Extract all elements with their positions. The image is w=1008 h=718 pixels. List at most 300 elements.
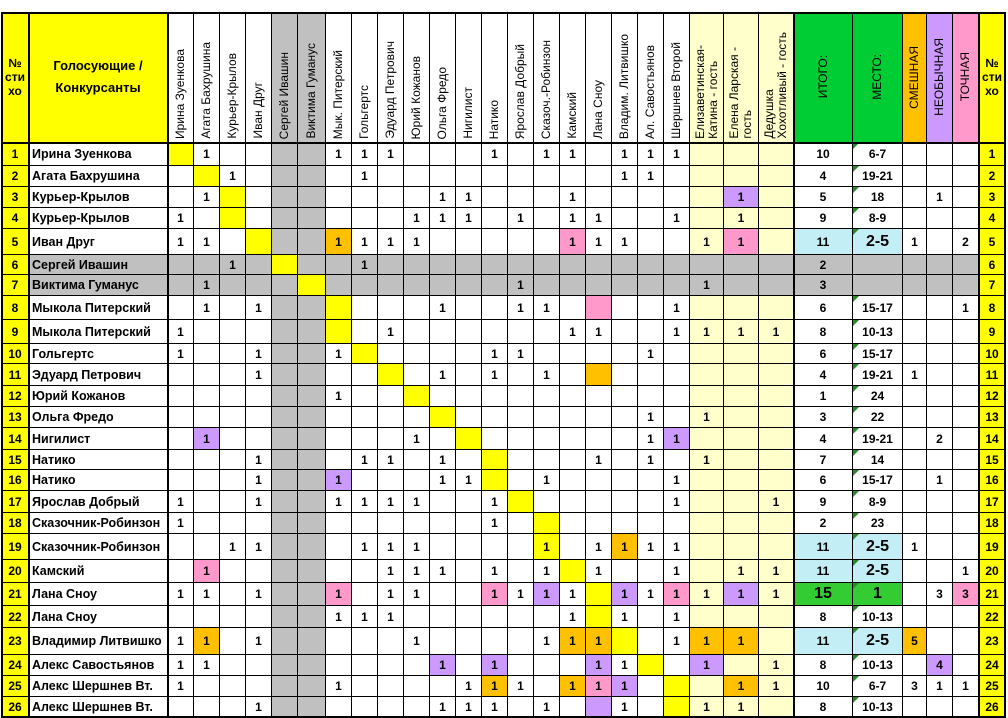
- place-cell: [853, 229, 903, 255]
- contestant-name: [29, 534, 168, 560]
- vote-cell: [194, 386, 220, 407]
- precise-value: 2: [962, 234, 969, 249]
- contestant-name: [29, 296, 168, 320]
- vote-value: 1: [703, 634, 710, 648]
- contestant-name-text: Лана Сноу: [32, 609, 98, 624]
- vote-cell: [326, 655, 352, 676]
- total-cell: [794, 255, 853, 275]
- vote-value: 1: [203, 431, 210, 446]
- vote-cell: [759, 583, 794, 606]
- vote-value: 1: [439, 699, 446, 714]
- comment-marker: [853, 655, 859, 661]
- vote-value: 1: [543, 564, 550, 578]
- funny-value: 1: [911, 367, 918, 382]
- vote-cell: [508, 275, 534, 296]
- contestant-name: [29, 320, 168, 344]
- row-number-right: [979, 187, 1006, 208]
- place-cell: [853, 255, 903, 275]
- vote-cell: [298, 450, 326, 470]
- total-cell: [794, 491, 853, 513]
- row-number: [2, 491, 29, 513]
- vote-value: 1: [177, 658, 184, 672]
- row-number: [2, 296, 29, 320]
- vote-cell: [168, 450, 194, 470]
- row-number-right: [979, 560, 1006, 583]
- vote-cell: [220, 364, 246, 386]
- header-precise-text: ТОЧНАЯ: [958, 52, 972, 102]
- row-number: [2, 428, 29, 450]
- vote-cell: [272, 255, 298, 275]
- vote-cell: [298, 320, 326, 344]
- vote-cell: [724, 628, 759, 655]
- vote-value: 1: [517, 346, 524, 361]
- vote-cell: [534, 534, 560, 560]
- vote-cell: [664, 275, 690, 296]
- vote-value: 1: [621, 609, 628, 624]
- column-divider: [793, 12, 795, 717]
- vote-value: 1: [361, 494, 368, 509]
- vote-cell: [298, 229, 326, 255]
- vote-value: 1: [177, 634, 184, 648]
- vote-cell: [759, 534, 794, 560]
- unusual-cell: [927, 208, 953, 229]
- vote-cell: [298, 208, 326, 229]
- header-total-text: ИТОГО:: [815, 55, 830, 99]
- vote-value: 1: [647, 539, 654, 554]
- vote-value: 1: [255, 300, 262, 315]
- vote-cell: [194, 534, 220, 560]
- vote-cell: [272, 697, 298, 717]
- vote-value: 1: [595, 234, 602, 249]
- precise-cell: [953, 255, 979, 275]
- vote-value: 1: [439, 190, 446, 204]
- row-number: [2, 187, 29, 208]
- vote-value: 1: [737, 679, 745, 693]
- unusual-cell: [927, 229, 953, 255]
- vote-cell: [690, 255, 724, 275]
- vote-cell: [482, 187, 508, 208]
- funny-cell: [903, 296, 927, 320]
- vote-cell: [560, 697, 586, 717]
- vote-value: 1: [595, 324, 602, 339]
- vote-cell: [664, 320, 690, 344]
- place-value: 19-21: [862, 431, 893, 446]
- vote-value: 1: [361, 452, 368, 467]
- voter-header-label: Иван Друг: [251, 82, 265, 139]
- vote-value: 1: [647, 147, 654, 161]
- vote-cell: [168, 187, 194, 208]
- vote-cell: [456, 491, 482, 513]
- voter-header-label: Гольгертс: [357, 85, 371, 139]
- place-cell: [853, 655, 903, 676]
- vote-cell: [168, 513, 194, 534]
- vote-cell: [724, 491, 759, 513]
- vote-cell: [612, 560, 638, 583]
- funny-cell: [903, 344, 927, 364]
- total-cell: [794, 364, 853, 386]
- vote-cell: [220, 655, 246, 676]
- vote-cell: [560, 606, 586, 628]
- place-value: 10-13: [862, 699, 893, 714]
- precise-cell: [953, 606, 979, 628]
- vote-cell: [759, 428, 794, 450]
- vote-cell: [759, 606, 794, 628]
- vote-cell: [430, 296, 456, 320]
- row-number: [2, 344, 29, 364]
- unusual-cell: [927, 428, 953, 450]
- vote-cell: [664, 534, 690, 560]
- vote-cell: [586, 386, 612, 407]
- vote-cell: [664, 208, 690, 229]
- vote-value: 1: [387, 587, 394, 601]
- vote-cell: [638, 513, 664, 534]
- vote-cell: [724, 470, 759, 491]
- vote-value: 1: [439, 658, 446, 672]
- vote-cell: [246, 386, 272, 407]
- place-value: 15-17: [862, 346, 893, 361]
- vote-cell: [378, 275, 404, 296]
- vote-cell: [482, 583, 508, 606]
- vote-cell: [560, 676, 586, 697]
- contestant-name: [29, 187, 168, 208]
- funny-cell: [903, 255, 927, 275]
- precise-cell: [953, 166, 979, 187]
- row-number-text: 15: [8, 452, 22, 467]
- vote-value: 1: [543, 634, 550, 648]
- vote-cell: [534, 470, 560, 491]
- vote-cell: [272, 491, 298, 513]
- vote-value: 1: [569, 190, 576, 204]
- vote-cell: [638, 229, 664, 255]
- vote-value: 1: [229, 169, 236, 183]
- vote-value: 1: [543, 699, 550, 714]
- vote-cell: [298, 255, 326, 275]
- vote-cell: [404, 560, 430, 583]
- vote-cell: [690, 364, 724, 386]
- vote-cell: [326, 428, 352, 450]
- row-number-right: [979, 386, 1006, 407]
- vote-cell: [326, 697, 352, 717]
- vote-value: 1: [491, 147, 498, 161]
- vote-cell: [508, 386, 534, 407]
- vote-value: 1: [543, 473, 550, 487]
- vote-cell: [534, 166, 560, 187]
- vote-cell: [298, 428, 326, 450]
- header-unusual-text: НЕОБЫЧНАЯ: [932, 38, 946, 116]
- place-value: 15-17: [862, 300, 893, 315]
- vote-cell: [586, 143, 612, 166]
- vote-cell: [508, 676, 534, 697]
- contestant-name: [29, 275, 168, 296]
- vote-cell: [508, 491, 534, 513]
- vote-value: 1: [569, 679, 576, 693]
- vote-cell: [456, 344, 482, 364]
- vote-cell: [456, 275, 482, 296]
- vote-value: 1: [772, 587, 780, 601]
- vote-cell: [482, 628, 508, 655]
- contestant-name: [29, 229, 168, 255]
- precise-cell: [953, 676, 979, 697]
- vote-cell: [246, 676, 272, 697]
- precise-cell: [953, 386, 979, 407]
- vote-cell: [586, 606, 612, 628]
- funny-cell: [903, 560, 927, 583]
- total-cell: [794, 275, 853, 296]
- row-number-text: 4: [11, 211, 19, 225]
- vote-cell: [612, 428, 638, 450]
- place-cell: [853, 491, 903, 513]
- vote-cell: [220, 697, 246, 717]
- vote-cell: [508, 470, 534, 491]
- voter-header-label: Натико: [487, 99, 501, 139]
- unusual-cell: [927, 296, 953, 320]
- vote-cell: [560, 275, 586, 296]
- comment-marker: [853, 428, 859, 434]
- row-number-right-text: 24: [985, 658, 999, 672]
- total-value: 5: [819, 190, 827, 204]
- place-cell: [853, 320, 903, 344]
- unusual-cell: [927, 364, 953, 386]
- row-number-right-text: 18: [985, 516, 999, 530]
- vote-value: 1: [335, 389, 342, 403]
- row-number: [2, 364, 29, 386]
- vote-cell: [352, 491, 378, 513]
- vote-value: 1: [595, 452, 602, 467]
- funny-cell: [903, 606, 927, 628]
- total-cell: [794, 407, 853, 428]
- voter-header-label: Ирина Зуенкова: [173, 48, 187, 139]
- precise-cell: [953, 697, 979, 717]
- vote-cell: [690, 676, 724, 697]
- vote-cell: [482, 229, 508, 255]
- vote-cell: [664, 450, 690, 470]
- vote-cell: [508, 560, 534, 583]
- vote-cell: [272, 676, 298, 697]
- vote-value: 1: [517, 300, 524, 315]
- vote-cell: [534, 143, 560, 166]
- vote-cell: [404, 628, 430, 655]
- vote-value: 1: [517, 211, 524, 225]
- vote-cell: [759, 628, 794, 655]
- vote-cell: [272, 560, 298, 583]
- funny-cell: [903, 470, 927, 491]
- vote-value: 1: [335, 587, 342, 601]
- vote-value: 1: [543, 147, 550, 161]
- place-value: 23: [870, 516, 885, 530]
- row-number-right-text: 22: [985, 609, 999, 624]
- row-number-right-text: 8: [988, 300, 996, 315]
- vote-value: 1: [439, 473, 446, 487]
- vote-value: 1: [647, 431, 654, 446]
- unusual-value: 1: [936, 190, 943, 204]
- vote-cell: [378, 428, 404, 450]
- vote-cell: [220, 386, 246, 407]
- vote-value: 1: [491, 516, 498, 530]
- vote-cell: [246, 583, 272, 606]
- unusual-value: 1: [936, 473, 943, 487]
- vote-cell: [352, 255, 378, 275]
- vote-value: 1: [491, 346, 498, 361]
- vote-cell: [326, 606, 352, 628]
- total-cell: [794, 560, 853, 583]
- vote-cell: [272, 428, 298, 450]
- vote-value: 1: [387, 147, 394, 161]
- vote-cell: [690, 143, 724, 166]
- vote-cell: [194, 407, 220, 428]
- funny-cell: [903, 275, 927, 296]
- contestant-name: [29, 560, 168, 583]
- vote-cell: [664, 364, 690, 386]
- place-cell: [853, 583, 903, 606]
- voter-header-label: Агата Бахрушина: [199, 42, 213, 139]
- vote-cell: [168, 296, 194, 320]
- vote-cell: [404, 296, 430, 320]
- vote-value: 1: [621, 699, 628, 714]
- comment-marker: [853, 386, 859, 392]
- vote-cell: [638, 166, 664, 187]
- vote-cell: [326, 491, 352, 513]
- column-divider: [978, 12, 980, 717]
- vote-cell: [352, 187, 378, 208]
- vote-cell: [246, 491, 272, 513]
- vote-cell: [664, 296, 690, 320]
- vote-value: 1: [361, 257, 368, 272]
- contestant-name-text: Эдуард Петрович: [32, 367, 142, 382]
- vote-cell: [194, 187, 220, 208]
- vote-cell: [220, 491, 246, 513]
- unusual-value: 4: [936, 658, 943, 672]
- vote-value: 1: [491, 587, 498, 601]
- vote-cell: [638, 534, 664, 560]
- place-cell: [853, 386, 903, 407]
- vote-value: 1: [595, 658, 602, 672]
- vote-cell: [194, 513, 220, 534]
- voter-header-label: Камский: [565, 92, 579, 139]
- vote-cell: [220, 583, 246, 606]
- vote-value: 1: [703, 658, 710, 672]
- vote-cell: [534, 513, 560, 534]
- vote-value: 1: [772, 324, 780, 339]
- vote-value: 1: [413, 634, 420, 648]
- vote-cell: [246, 229, 272, 255]
- vote-cell: [378, 470, 404, 491]
- vote-cell: [482, 428, 508, 450]
- unusual-cell: [927, 450, 953, 470]
- voter-header-23: [759, 12, 794, 143]
- row-number-right: [979, 296, 1006, 320]
- vote-cell: [690, 470, 724, 491]
- total-value: 4: [819, 431, 827, 446]
- total-cell: [794, 606, 853, 628]
- vote-value: 1: [387, 324, 394, 339]
- vote-value: 1: [673, 587, 680, 601]
- vote-cell: [664, 560, 690, 583]
- precise-cell: [953, 513, 979, 534]
- vote-cell: [352, 166, 378, 187]
- vote-cell: [560, 491, 586, 513]
- row-number-right: [979, 364, 1006, 386]
- vote-cell: [586, 491, 612, 513]
- comment-marker: [853, 344, 859, 350]
- row-number-right: [979, 628, 1006, 655]
- row-number-right: [979, 320, 1006, 344]
- vote-cell: [508, 229, 534, 255]
- vote-cell: [404, 386, 430, 407]
- vote-cell: [194, 450, 220, 470]
- vote-value: 1: [772, 564, 780, 578]
- total-value: 8: [819, 658, 827, 672]
- vote-cell: [430, 407, 456, 428]
- vote-cell: [612, 606, 638, 628]
- row-number-right: [979, 606, 1006, 628]
- vote-cell: [404, 229, 430, 255]
- vote-cell: [404, 583, 430, 606]
- vote-cell: [534, 320, 560, 344]
- vote-cell: [586, 655, 612, 676]
- vote-cell: [586, 320, 612, 344]
- vote-value: 1: [703, 587, 710, 601]
- row-number-right-text: 11: [985, 367, 999, 382]
- vote-cell: [246, 143, 272, 166]
- vote-cell: [272, 606, 298, 628]
- vote-cell: [534, 296, 560, 320]
- place-cell: [853, 296, 903, 320]
- vote-value: 1: [737, 634, 745, 648]
- vote-cell: [638, 386, 664, 407]
- funny-cell: [903, 534, 927, 560]
- voter-header-18: [612, 12, 638, 143]
- comment-marker: [853, 583, 859, 589]
- precise-value: 3: [962, 587, 969, 601]
- vote-value: 1: [387, 452, 394, 467]
- vote-value: 1: [255, 587, 262, 601]
- vote-cell: [352, 655, 378, 676]
- comment-marker: [853, 560, 859, 566]
- vote-cell: [690, 386, 724, 407]
- vote-value: 1: [647, 169, 654, 183]
- row-number-right: [979, 676, 1006, 697]
- unusual-cell: [927, 320, 953, 344]
- vote-cell: [326, 560, 352, 583]
- contestant-name-text: Агата Бахрушина: [32, 169, 140, 183]
- row-number-text: 10: [8, 346, 22, 361]
- vote-cell: [456, 143, 482, 166]
- voter-header-label: Шершнев Второй: [669, 42, 683, 139]
- place-value: 18: [870, 190, 885, 204]
- vote-cell: [612, 470, 638, 491]
- vote-cell: [690, 407, 724, 428]
- vote-cell: [638, 428, 664, 450]
- vote-cell: [612, 208, 638, 229]
- vote-value: 1: [491, 658, 498, 672]
- unusual-cell: [927, 386, 953, 407]
- total-cell: [794, 470, 853, 491]
- vote-cell: [508, 407, 534, 428]
- vote-cell: [724, 655, 759, 676]
- vote-cell: [272, 534, 298, 560]
- vote-cell: [272, 187, 298, 208]
- vote-cell: [220, 229, 246, 255]
- vote-cell: [456, 296, 482, 320]
- vote-cell: [168, 676, 194, 697]
- contestant-name: [29, 386, 168, 407]
- vote-cell: [586, 275, 612, 296]
- vote-cell: [326, 320, 352, 344]
- vote-value: 1: [703, 452, 710, 467]
- vote-cell: [430, 344, 456, 364]
- unusual-cell: [927, 560, 953, 583]
- precise-cell: [953, 296, 979, 320]
